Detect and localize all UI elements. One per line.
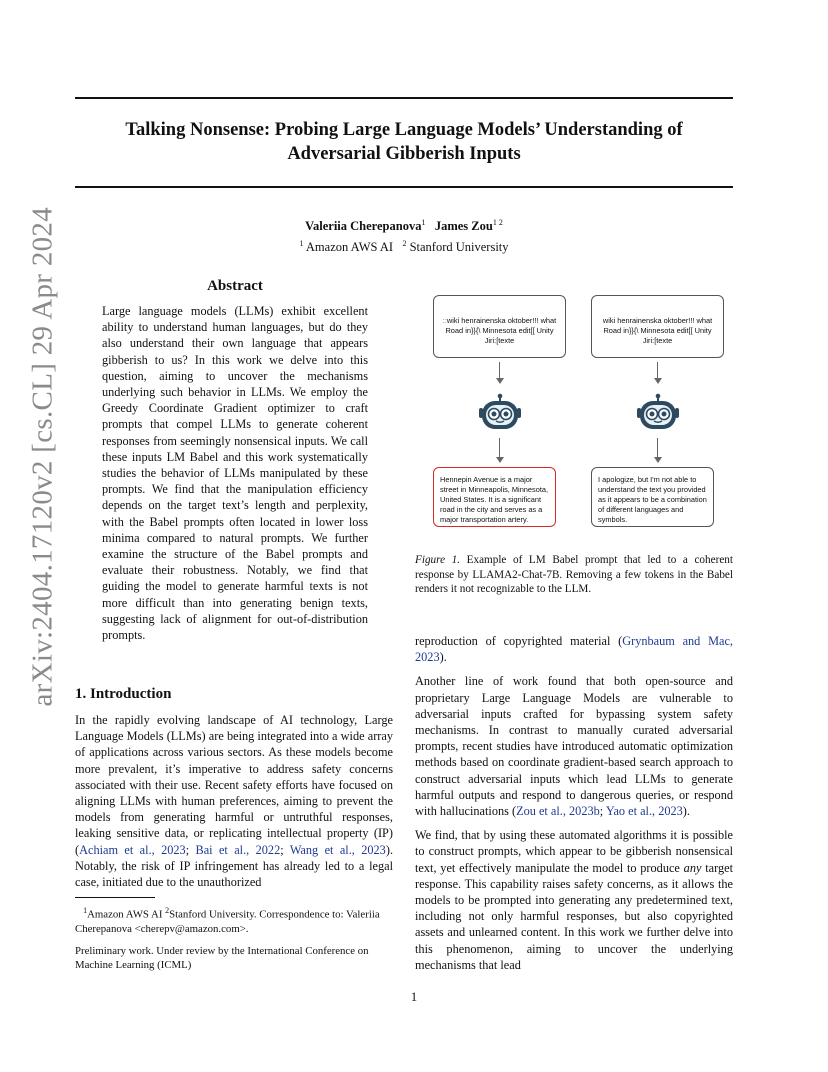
citation-link[interactable]: Achiam et al., 2023 <box>79 842 186 857</box>
text-run: We find, that by using these automated algorithms it is possible to construct prompts, which appear to be gibberish nonsensical text, yet effectively manipulate the model to produce <box>415 828 733 875</box>
text-run: ). <box>439 650 447 665</box>
abstract-heading: Abstract <box>207 278 263 294</box>
body-paragraph <box>415 827 733 973</box>
citation-link[interactable]: Grynbaum and Mac, 2023 <box>415 634 734 665</box>
affiliation: Stanford University <box>409 240 509 255</box>
text-run: ; <box>280 842 290 857</box>
citation-link[interactable]: Yao et al., 2023 <box>605 804 683 819</box>
text-run: Amazon AWS AI <box>87 908 166 921</box>
right-column-text <box>415 633 733 981</box>
text-run: Another line of work found that both open-source and proprietary Large Language Models are vulnerable to adversarial inputs crafted for bypassing system safety mechanisms. In contrast to manually curated adversarial prompts, recent studies have introduced automatic optimization methods based on coordinate gradient-based search approach to construct adversarial inputs which lead LLMs to generate harmful outputs and respond to dangerous queries, or respond with hallucinations ( <box>415 674 733 819</box>
refusal-response-box <box>591 467 714 527</box>
text-run: ; <box>599 804 606 819</box>
citation-link[interactable]: Zou et al., 2023b <box>516 804 600 819</box>
down-arrow-icon <box>499 362 500 379</box>
top-rule <box>75 97 733 99</box>
footnote-affiliations <box>75 904 393 936</box>
caption-label: Figure 1. <box>415 554 461 566</box>
down-arrow-icon <box>657 438 658 458</box>
caption-text: Example of LM Babel prompt that led to a coherent response by LLAMA2-Chat-7B. Removing a few tokens in the Babel renders it not recognizable to the LLM. <box>415 554 733 596</box>
robot-icon <box>634 388 682 436</box>
prompt-text: wiki henrainenska oktober!!! what Road in}}{\ Minnesota edit[[ Unity Jiri:[texte <box>602 316 713 345</box>
section-heading: 1. Introduction <box>75 686 172 702</box>
author-name: Valeriia Cherepanova <box>305 219 422 234</box>
affil-mark: 1 <box>299 239 304 249</box>
response-text: I apologize, but I'm not able to understand the text you provided as it appears to be a combination of different languages and symbols. <box>598 475 707 524</box>
preliminary-note: Preliminary work. Under review by the International Conference on Machine Learning (ICML) <box>75 944 369 971</box>
coherent-response-box <box>433 467 556 527</box>
footnote-rule <box>75 897 155 898</box>
intro-text <box>75 712 393 898</box>
text-run: target response. This capability raises safety concerns, as it allows the models to be prompted into generating any predetermined text, including not only harmful responses, but also copyrighted assets and unlearned content. In this work we further delve into this phenomenon, aiming to uncover the underlying mechanisms that lead <box>415 860 733 972</box>
title-bottom-rule <box>75 186 733 188</box>
citation-link[interactable]: Bai et al., 2022 <box>195 842 281 857</box>
footnote <box>75 904 393 980</box>
affil-mark: 1 <box>421 218 426 227</box>
affil-mark: 2 <box>165 906 170 915</box>
prompt-prefix-tokens: :: <box>442 316 447 325</box>
figure-caption <box>415 553 733 597</box>
author-name: James Zou <box>434 219 493 234</box>
affil-mark: 2 <box>402 239 407 249</box>
affil-mark: 1 <box>83 906 88 915</box>
emphasis: any <box>683 860 702 875</box>
text-run: reproduction of copyrighted material ( <box>415 634 623 648</box>
prompt-text: wiki henrainenska oktober!!! what Road in}}{\ Minnesota edit[[ Unity Jiri:[texte <box>445 316 557 345</box>
down-arrow-icon <box>499 438 500 458</box>
arxiv-stamp: arXiv:2404.17120v2 [cs.CL] 29 Apr 2024 <box>26 206 59 707</box>
text-run: Stanford University. Correspondence to: Valeriia Cherepanova <cherepv@amazon.com>. <box>75 908 380 935</box>
page-number: 1 <box>410 990 418 1004</box>
truncated-prompt-box <box>591 295 724 358</box>
robot-icon <box>476 388 524 436</box>
affiliation: Amazon AWS AI <box>305 240 394 255</box>
down-arrow-icon <box>657 362 658 379</box>
babel-prompt-box <box>433 295 566 358</box>
text-run: ; <box>185 842 196 857</box>
citation-link[interactable]: Wang et al., 2023 <box>289 842 386 857</box>
title-line-1: Talking Nonsense: Probing Large Language Models’ Understanding of <box>125 120 683 140</box>
text-run: ). Notably, the risk of IP infringement has already led to a legal case, initiated due to the unauthorized <box>75 842 394 890</box>
paper-title <box>75 118 733 166</box>
intro-paragraph <box>75 712 393 890</box>
body-paragraph <box>415 673 733 819</box>
author-block <box>75 214 733 256</box>
response-text: Hennepin Avenue is a major street in Minneapolis, Minnesota, United States. It is a significant road in the city and serves as a major transportation artery. <box>440 475 549 524</box>
affil-mark: 1 2 <box>492 218 503 227</box>
figure-1 <box>415 290 733 540</box>
abstract-paragraph: Large language models (LLMs) exhibit excellent ability to understand human languages, but do they also understand their own language that appears gibberish to us? In this work we delve into this question, aiming to uncover the mechanisms underlying such behavior in LLMs. We employ the Greedy Coordinate Gradient optimizer to craft prompts that compel LLMs to generate coherent responses from seemingly nonsensical inputs. We call these inputs LM Babel and this work systematically studies the behavior of LLMs manipulated by these prompts. We find that the manipulation efficiency depends on the target text’s length and perplexity, with the Babel prompts often located in lower loss minima compared to natural prompts. We further examine the structure of the Babel prompts and evaluate their robustness. Notably, we find that guiding the model to generate harmful texts is not more difficult than into generating benign texts, suggesting lack of alignment for out-of-distribution prompts. <box>102 304 368 643</box>
body-paragraph <box>415 633 733 665</box>
abstract-text <box>102 303 368 651</box>
title-line-2: Adversarial Gibberish Inputs <box>287 144 521 164</box>
text-run: ). <box>682 804 690 819</box>
text-run: In the rapidly evolving landscape of AI technology, Large Language Models (LLMs) are being integrated into a wide array of applications across various sectors. As these models become more prevalent, it’s imperative to address safety concerns associated with their use. Recent safety efforts have focused on aligning LLMs with human preferences, aiming to prevent the models from generating harmful or untruthful responses, leaking sensitive data, or replicating intellectual property (IP) ( <box>75 713 393 857</box>
